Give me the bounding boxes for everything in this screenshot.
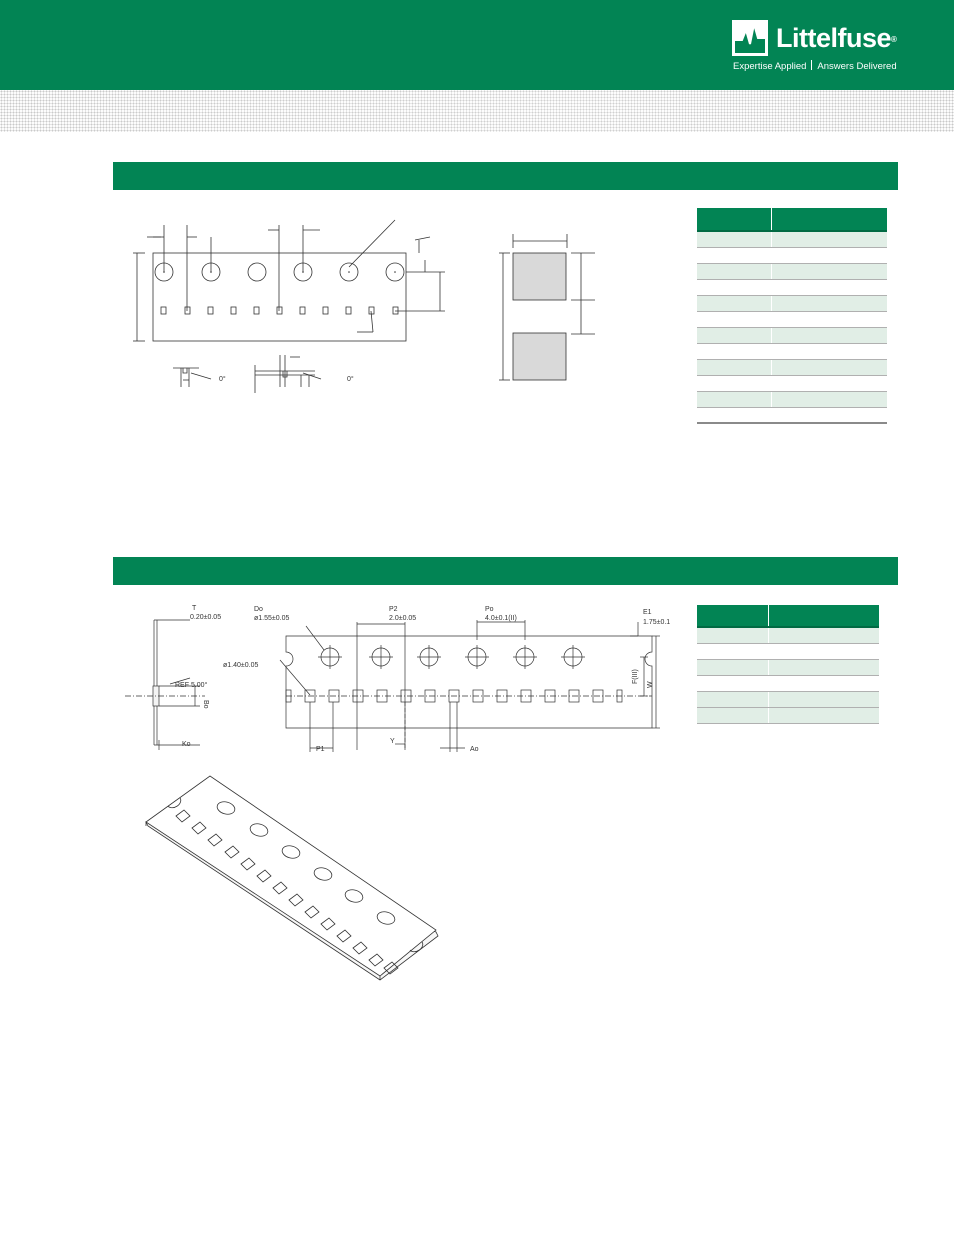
label-Bo: Bo [202,700,209,709]
label-F: F(III) [632,669,639,684]
angle-label-2: 0° [347,376,354,383]
label-Do: Do [254,606,263,613]
tape-dimension-drawing [125,215,465,400]
value-D1: ø1.40±0.05 [223,662,259,669]
dotted-band-fade [0,90,954,132]
value-T: 0.20±0.05 [190,614,222,621]
tape-side-view-drawing [120,600,230,755]
value-ref: REF 5.00° [175,682,208,689]
label-P1: P1 [316,746,325,753]
label-Y: Y [390,738,395,745]
section-bar-2 [113,557,898,585]
label-Po: Po [485,606,494,613]
value-Do: ø1.55±0.05 [254,615,290,622]
tagline-right: Answers Delivered [817,61,897,72]
page-header [0,0,954,90]
tape-top-view-drawing [220,600,670,760]
tagline-divider [811,60,812,70]
tape-isometric-drawing [140,770,440,985]
littelfuse-logo[interactable] [732,20,902,75]
label-Ko: Ko [182,741,191,748]
brand-name: Littelfuse® [776,23,897,53]
registered-mark: ® [891,35,897,44]
value-Po: 4.0±0.1(II) [485,615,517,622]
angle-label-1: 0° [219,376,226,383]
spec-table-1 [697,208,887,424]
label-W: W [647,681,654,688]
label-Ao: Ao [470,746,479,753]
section-bar-1 [113,162,898,190]
brand-tagline [733,60,897,72]
label-E1: E1 [643,609,652,616]
pad-layout-drawing [495,230,605,390]
spec-table-2 [697,605,879,724]
label-T: T [192,605,197,612]
littelfuse-logo-icon [732,20,768,56]
value-E1: 1.75±0.1 [643,619,671,626]
label-P2: P2 [389,606,398,613]
tagline-left: Expertise Applied [733,61,807,72]
value-P2: 2.0±0.05 [389,615,417,622]
